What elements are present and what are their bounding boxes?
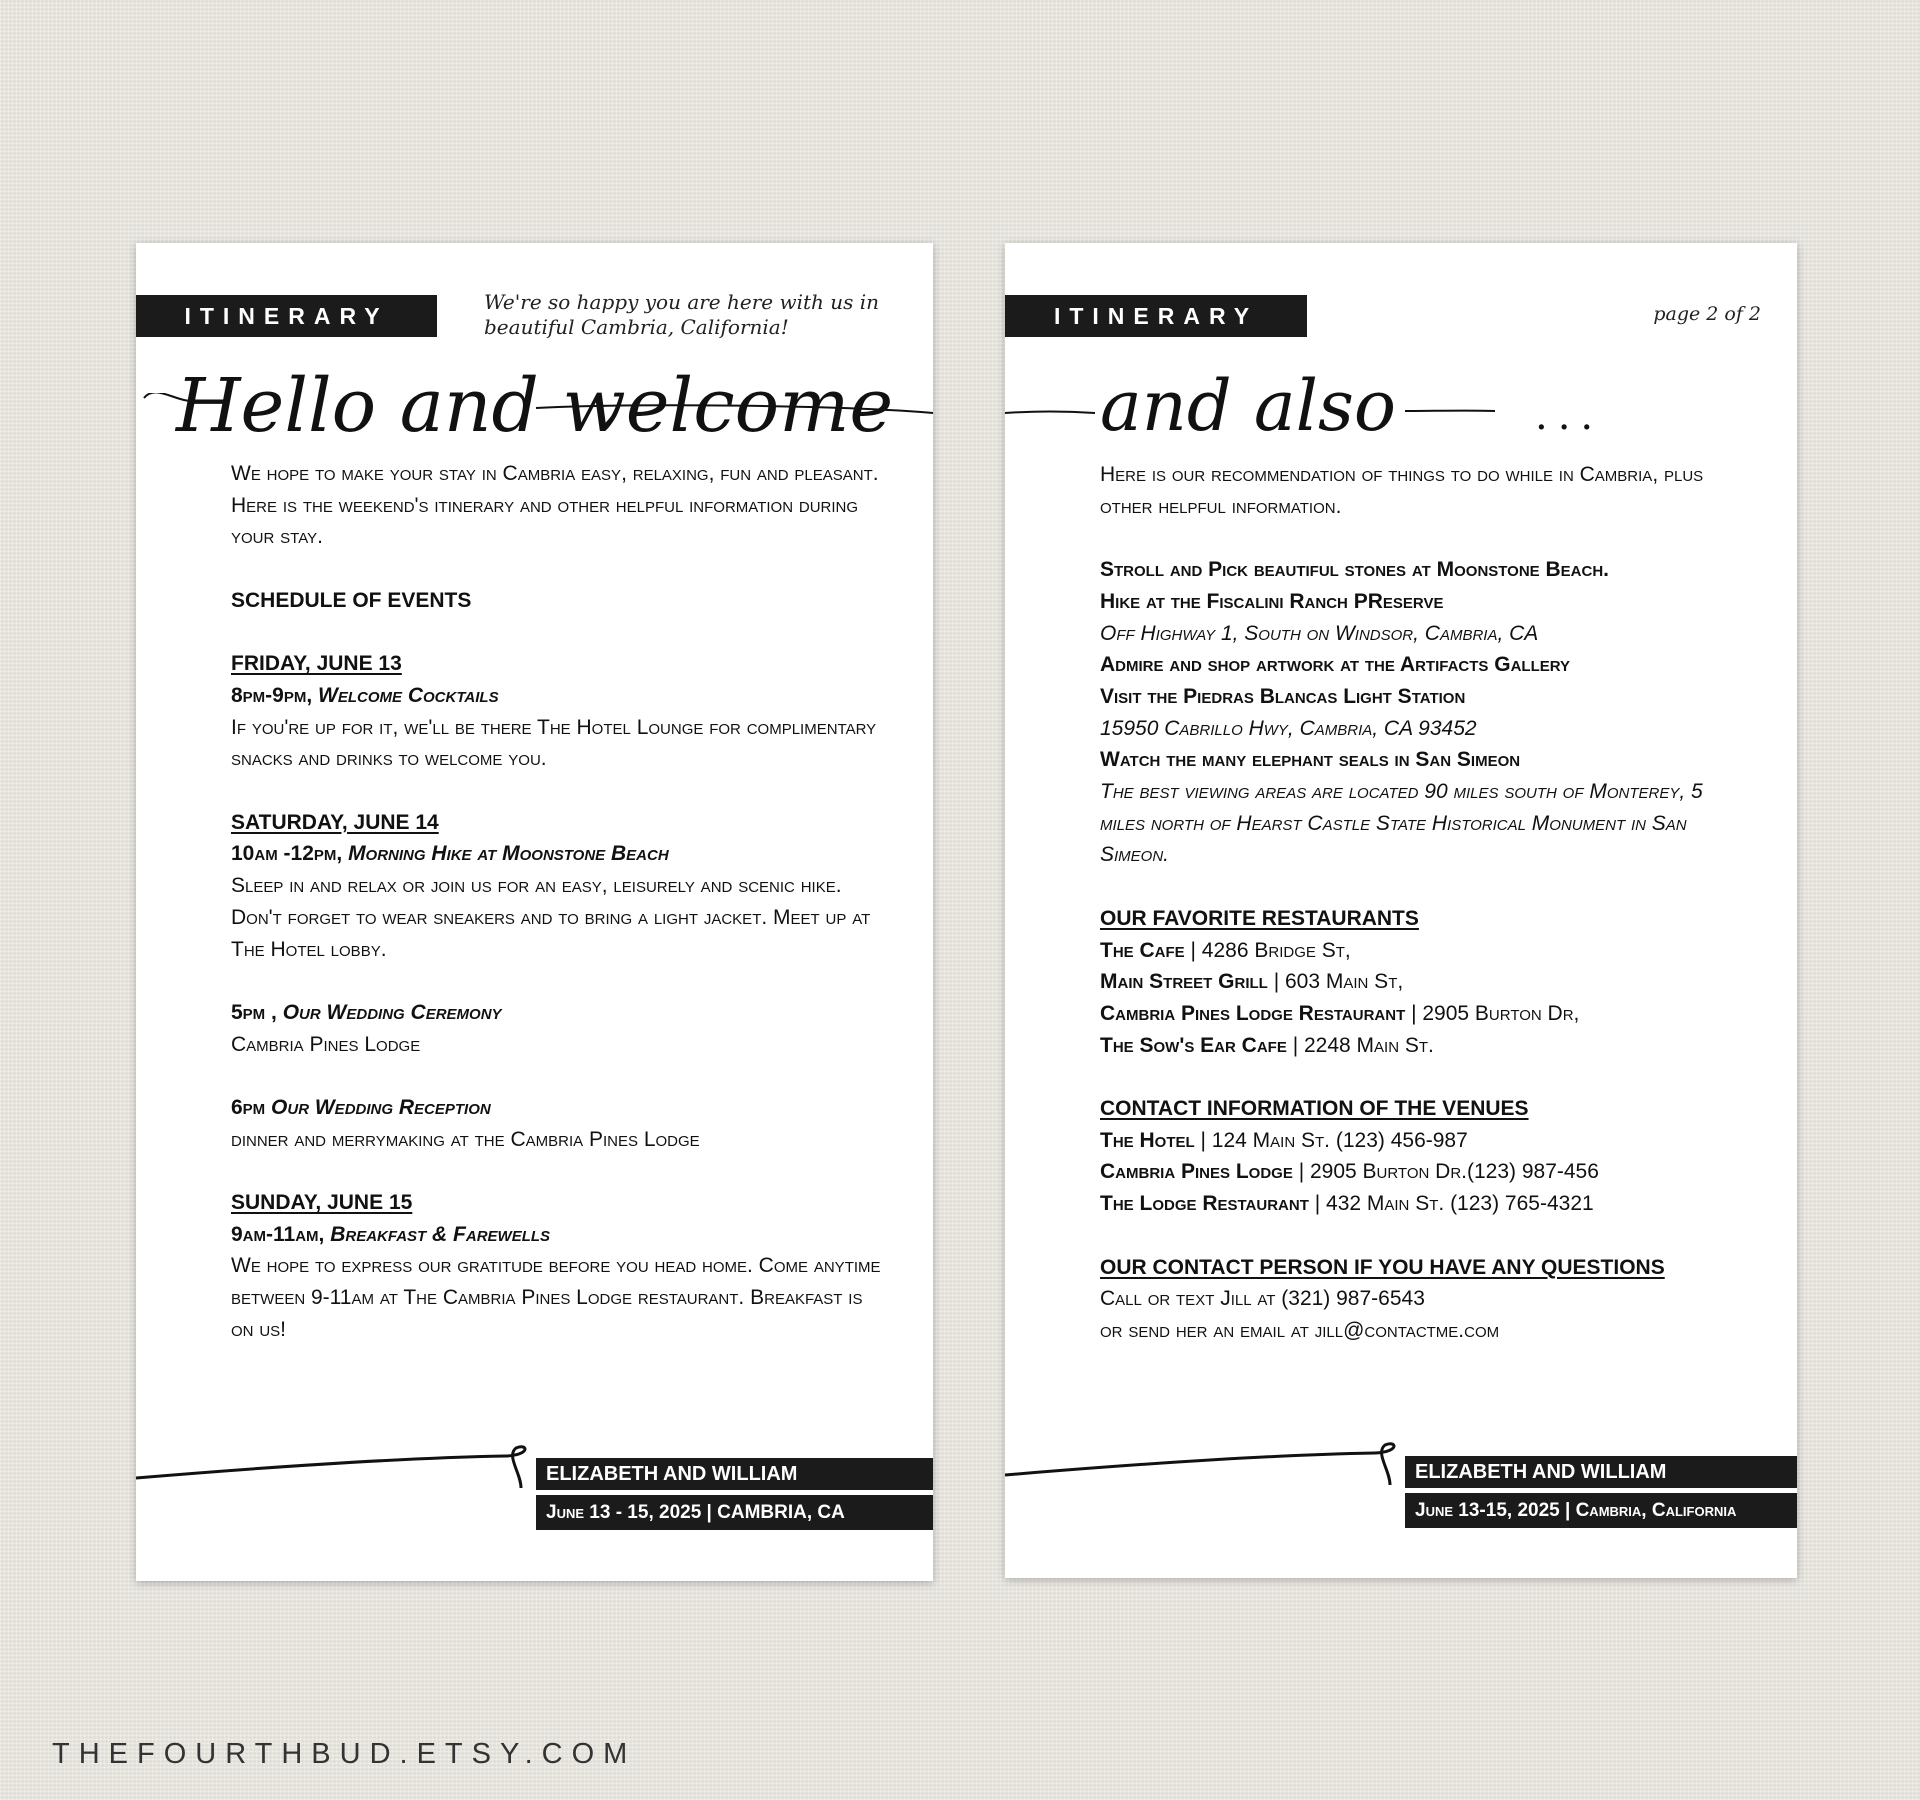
script-title: Hello and welcome — [176, 363, 894, 449]
intro-text: We hope to make your stay in Cambria easy, relaxing, fun and pleasant. Here is the weekend's itinerary and other helpful information during your stay. — [231, 462, 879, 549]
venue-name: Cambria Pines Lodge — [1100, 1160, 1293, 1184]
footer-names: ELIZABETH AND WILLIAM — [1405, 1456, 1797, 1488]
restaurant-name: The Cafe — [1100, 938, 1185, 962]
venues-heading: CONTACT INFORMATION OF THE VENUES — [1100, 1097, 1529, 1121]
thing-5: Watch the many elephant seals in San Simeon — [1100, 748, 1521, 772]
restaurant-address: | 2905 Burton Dr, — [1411, 1001, 1580, 1025]
footer-date: June 13-15, 2025 | Cambria, California — [1405, 1493, 1797, 1528]
restaurant-address: | 603 Main St, — [1273, 970, 1404, 994]
schedule-heading: SCHEDULE OF EVENTS — [231, 588, 472, 612]
venue-name: The Lodge Restaurant — [1100, 1192, 1309, 1216]
restaurant-name: Main Street Grill — [1100, 970, 1268, 994]
intro-text: Here is our recommendation of things to do while in Cambria, plus other helpful information. — [1100, 463, 1704, 518]
restaurants-heading: OUR FAVORITE RESTAURANTS — [1100, 906, 1419, 930]
saturday-desc-3: dinner and merrymaking at the Cambria Pines Lodge — [231, 1127, 700, 1151]
itinerary-tag: ITINERARY — [136, 295, 437, 337]
thing-3: Admire and shop artwork at the Artifacts Gallery — [1100, 653, 1571, 677]
restaurant-name: The Sow's Ear Cafe — [1100, 1033, 1287, 1057]
welcome-note: We're so happy you are here with us in beautiful Cambria, California! — [484, 290, 880, 339]
thing-4-sub: 15950 Cabrillo Hwy, Cambria, CA 93452 — [1100, 716, 1477, 740]
contact-phone: Call or text Jill at (321) 987-6543 — [1100, 1287, 1425, 1311]
saturday-event-3 — [231, 1092, 883, 1124]
thing-2-sub: Off Highway 1, South on Windsor, Cambria, CA — [1100, 621, 1539, 645]
saturday-event-name-2: Our Wedding Ceremony — [282, 1000, 502, 1024]
saturday-heading: SATURDAY, JUNE 14 — [231, 810, 439, 834]
saturday-event-name-3: Our Wedding Reception — [271, 1095, 491, 1119]
friday-event: Welcome Cocktails — [318, 683, 499, 707]
contact-heading: OUR CONTACT PERSON IF YOU HAVE ANY QUESTIONS — [1100, 1255, 1665, 1279]
itinerary-page-2 — [1005, 243, 1797, 1578]
thing-4: Visit the Piedras Blancas Light Station — [1100, 684, 1466, 708]
saturday-event-name-1: Morning Hike at Moonstone Beach — [348, 842, 669, 866]
footer-flourish — [1005, 1435, 1405, 1495]
script-title: and also — [1100, 365, 1397, 447]
contact-email: or send her an email at jill@contactme.com — [1100, 1318, 1500, 1342]
saturday-event-1 — [231, 838, 883, 870]
venue-item — [1100, 1188, 1747, 1220]
saturday-desc-2: Cambria Pines Lodge — [231, 1032, 421, 1056]
thing-1: Stroll and Pick beautiful stones at Moonstone Beach. — [1100, 558, 1610, 582]
sunday-heading: SUNDAY, JUNE 15 — [231, 1191, 413, 1215]
sunday-event-line — [231, 1219, 883, 1251]
title-ellipsis: ... — [1535, 393, 1604, 439]
venue-info: | 432 Main St. (123) 765-4321 — [1314, 1192, 1594, 1216]
venue-info: | 2905 Burton Dr.(123) 987-456 — [1298, 1160, 1599, 1184]
itinerary-tag: ITINERARY — [1005, 295, 1307, 337]
venue-item — [1100, 1156, 1747, 1188]
thing-2: Hike at the Fiscalini Ranch PReserve — [1100, 589, 1444, 613]
sunday-event: Breakfast & Farewells — [330, 1222, 551, 1246]
venue-info: | 124 Main St. (123) 456-987 — [1200, 1128, 1468, 1152]
footer-flourish — [136, 1438, 536, 1498]
footer-date: June 13 - 15, 2025 | CAMBRIA, CA — [536, 1495, 933, 1530]
saturday-event-2 — [231, 997, 883, 1029]
page-indicator: page 2 of 2 — [1653, 303, 1761, 325]
venue-item — [1100, 1125, 1747, 1157]
restaurant-name: Cambria Pines Lodge Restaurant — [1100, 1001, 1406, 1025]
restaurant-item — [1100, 966, 1747, 998]
itinerary-page-1 — [136, 243, 933, 1581]
sunday-time: 9am-11am, — [231, 1222, 325, 1246]
saturday-desc-1: Sleep in and relax or join us for an easy, leisurely and scenic hike. Don't forget to wear sneakers and to bring a light jacket. Meet up at The Hotel lobby. — [231, 874, 871, 961]
friday-time: 8pm-9pm, — [231, 683, 313, 707]
thing-5-sub: The best viewing areas are located 90 miles south of Monterey, 5 miles north of Hearst Castle State Historical Monument in San Simeon. — [1100, 780, 1703, 867]
restaurant-item — [1100, 998, 1747, 1030]
friday-heading: FRIDAY, JUNE 13 — [231, 652, 402, 676]
saturday-time-2: 5pm , — [231, 1000, 277, 1024]
saturday-time-3: 6pm — [231, 1095, 266, 1119]
friday-event-line — [231, 680, 883, 712]
shop-watermark: THEFOURTHBUD.ETSY.COM — [52, 1738, 637, 1770]
restaurant-address: | 2248 Main St. — [1292, 1033, 1434, 1057]
restaurant-item — [1100, 1030, 1747, 1062]
venue-name: The Hotel — [1100, 1128, 1195, 1152]
restaurant-item — [1100, 935, 1747, 967]
restaurant-address: | 4286 Bridge St, — [1190, 938, 1351, 962]
friday-desc: If you're up for it, we'll be there The Hotel Lounge for complimentary snacks and drinks to welcome you. — [231, 715, 877, 771]
page-2-body — [1100, 459, 1747, 1347]
sunday-desc: We hope to express our gratitude before you head home. Come anytime between 9-11am at The Cambria Pines Lodge restaurant. Breakfast is on us! — [231, 1254, 881, 1341]
footer-names: ELIZABETH AND WILLIAM — [536, 1458, 933, 1490]
saturday-time-1: 10am -12pm, — [231, 842, 343, 866]
page-1-body — [231, 458, 883, 1346]
